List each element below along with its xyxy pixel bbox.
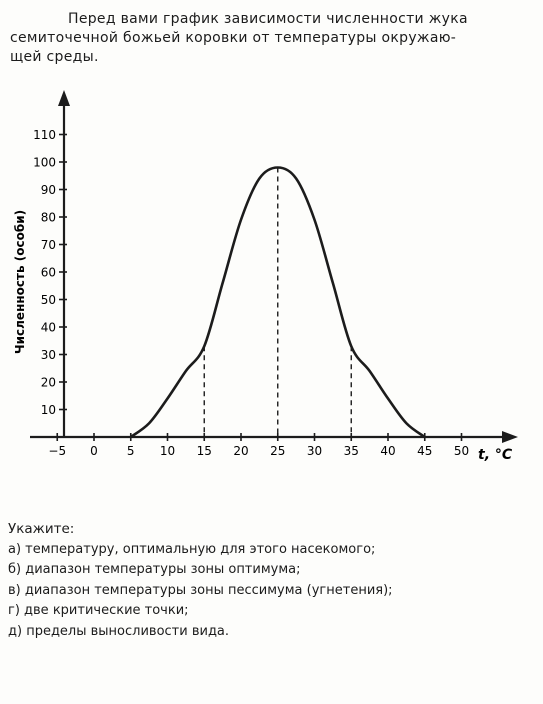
questions-block	[8, 519, 533, 642]
question-item: а) температуру, оптимальную для этого насекомого;	[8, 541, 376, 557]
x-tick-label: 35	[343, 444, 359, 458]
y-tick-label: 110	[33, 128, 56, 142]
y-tick-label: 90	[40, 183, 56, 197]
intro-line: Перед вами график зависимости численности жука	[68, 11, 468, 27]
y-axis-arrow	[58, 90, 70, 106]
y-tick-label: 50	[40, 293, 56, 307]
reference-lines	[204, 168, 351, 438]
x-tick-label: −5	[48, 444, 67, 458]
question-item: б) диапазон температуры зоны оптимума;	[8, 562, 301, 577]
y-tick-label: 10	[40, 403, 56, 417]
y-tick-label: 80	[40, 210, 56, 225]
y-tick-label: 40	[40, 320, 56, 335]
y-tick-label: 100	[33, 155, 56, 170]
x-tick-label: 30	[306, 444, 323, 458]
x-tick-label: 15	[196, 444, 212, 458]
x-tick-label: 25	[270, 444, 286, 458]
question-item: д) пределы выносливости вида.	[8, 623, 230, 639]
intro-line: семиточечной божьей коровки от температуры окружаю-	[10, 30, 457, 46]
x-axis-arrow	[502, 431, 518, 443]
x-tick-label: 50	[453, 444, 470, 458]
x-axis-label: t, °C	[478, 447, 513, 463]
y-tick-label: 70	[40, 238, 56, 252]
chart-ticks	[33, 128, 469, 458]
x-tick-label: 5	[126, 444, 135, 458]
y-tick-label: 60	[40, 265, 56, 280]
x-tick-label: 0	[90, 444, 98, 458]
question-item: в) диапазон температуры зоны пессимума (угнетения);	[8, 582, 393, 598]
questions-heading: Укажите:	[8, 521, 75, 537]
question-item: г) две критические точки;	[8, 603, 189, 618]
chart-axes	[30, 90, 518, 443]
x-tick-label: 10	[159, 444, 176, 458]
x-tick-label: 20	[233, 444, 249, 458]
y-tick-label: 20	[40, 375, 56, 390]
x-tick-label: 45	[417, 444, 433, 458]
intro-line: щей среды.	[10, 49, 99, 65]
y-tick-label: 30	[40, 348, 56, 362]
x-tick-label: 40	[380, 444, 396, 458]
y-axis-label: Численность (особи)	[13, 209, 27, 355]
